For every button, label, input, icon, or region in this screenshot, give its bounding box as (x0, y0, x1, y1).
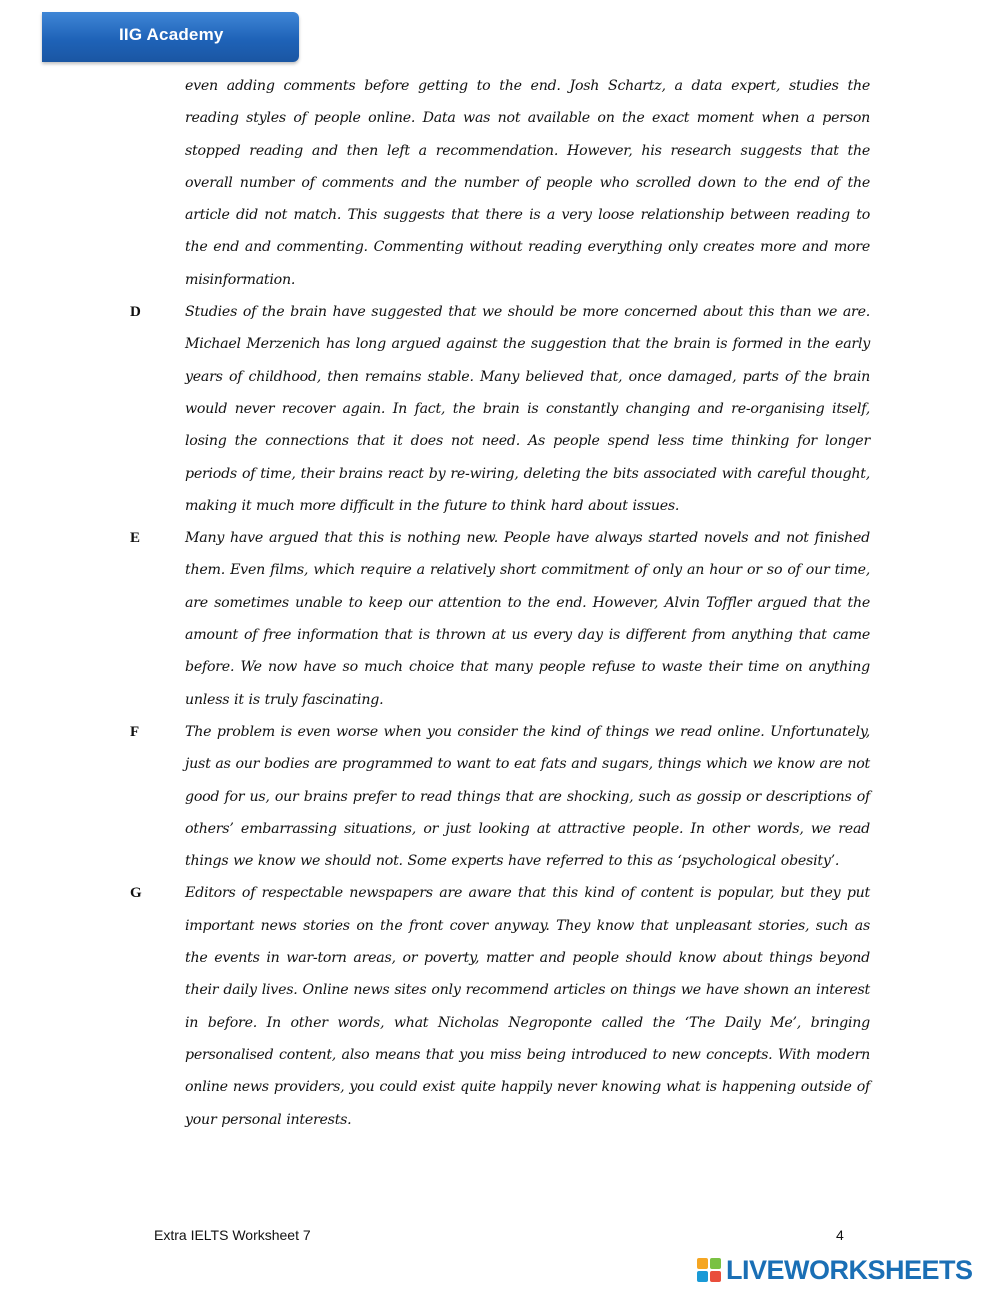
paragraph-letter: G (130, 885, 142, 902)
paragraph-g (130, 877, 870, 1135)
liveworksheets-logo[interactable] (697, 1254, 973, 1286)
paragraph-continuation (130, 70, 870, 296)
paragraph-letter: F (130, 723, 140, 740)
reading-passage (130, 70, 870, 1136)
paragraph-letter (130, 70, 185, 296)
header-title: IIG Academy (119, 25, 224, 44)
paragraph-f (130, 716, 870, 877)
paragraph-text: Many have argued that this is nothing new. People have always started novels and not finished them. Even films, which require a relatively short commitment of only an hour or so of our time, are sometimes unable to keep our attention to the end. However, Alvin Toffler argued that the amount of free information that is thrown at us every day is different from anything that came before. We now have so much choice that many people refuse to waste their time on anything unless it is truly fascinating. (185, 530, 870, 708)
paragraph-text: Studies of the brain have suggested that we should be more concerned about this than we are. Michael Merzenich has long argued against the suggestion that the brain is formed in the early years of childhood, then remains stable. Many believed that, once damaged, parts of the brain would never recover again. In fact, the brain is constantly changing and re-organising itself, losing the connections that it does not need. As people spend less time thinking for longer periods of time, their brains react by re-wiring, deleting the bits associated with careful thought, making it much more difficult in the future to think hard about issues. (185, 304, 870, 514)
paragraph-text: The problem is even worse when you consider the kind of things we read online. Unfortunately, just as our bodies are programmed to want to eat fats and sugars, things which we know are not good for us, our brains prefer to read things that are shocking, such as gossip or descriptions of others’ embarrassing situations, or just looking at attractive people. In other words, we read things we know we should not. Some experts have referred to this as ‘psychological obesity’. (185, 723, 870, 870)
liveworksheets-logo-text: LIVEWORKSHEETS (726, 1254, 973, 1285)
paragraph-letter: D (130, 304, 141, 321)
paragraph-e (130, 522, 870, 716)
paragraph-letter: E (130, 530, 141, 547)
header-tab (42, 12, 299, 62)
footer-worksheet-title: Extra IELTS Worksheet 7 (154, 1227, 311, 1243)
paragraph-text: even adding comments before getting to the end. Josh Schartz, a data expert, studies the reading styles of people online. Data was not available on the exact moment when a person stopped reading and then left a recommendation. However, his research suggests that the overall number of comments and the number of people who scrolled down to the end of the article did not match. This suggests that there is a very loose relationship between reading to the end and commenting. Commenting without reading everything only creates more and more misinformation. (185, 78, 870, 288)
paragraph-d (130, 296, 870, 522)
footer-page-number: 4 (836, 1227, 844, 1243)
liveworksheets-icon (697, 1258, 721, 1282)
paragraph-text: Editors of respectable newspapers are aware that this kind of content is popular, but they put important news stories on the front cover anyway. They know that unpleasant stories, such as the events in war-torn areas, or poverty, matter and people should know about things beyond their daily lives. Online news sites only recommend articles on things we have shown an interest in before. In other words, what Nicholas Negroponte called the ‘The Daily Me’, bringing personalised content, also means that you miss being introduced to new concepts. With modern online news providers, you could exist quite happily never knowing what is happening outside of your personal interests. (185, 885, 870, 1128)
